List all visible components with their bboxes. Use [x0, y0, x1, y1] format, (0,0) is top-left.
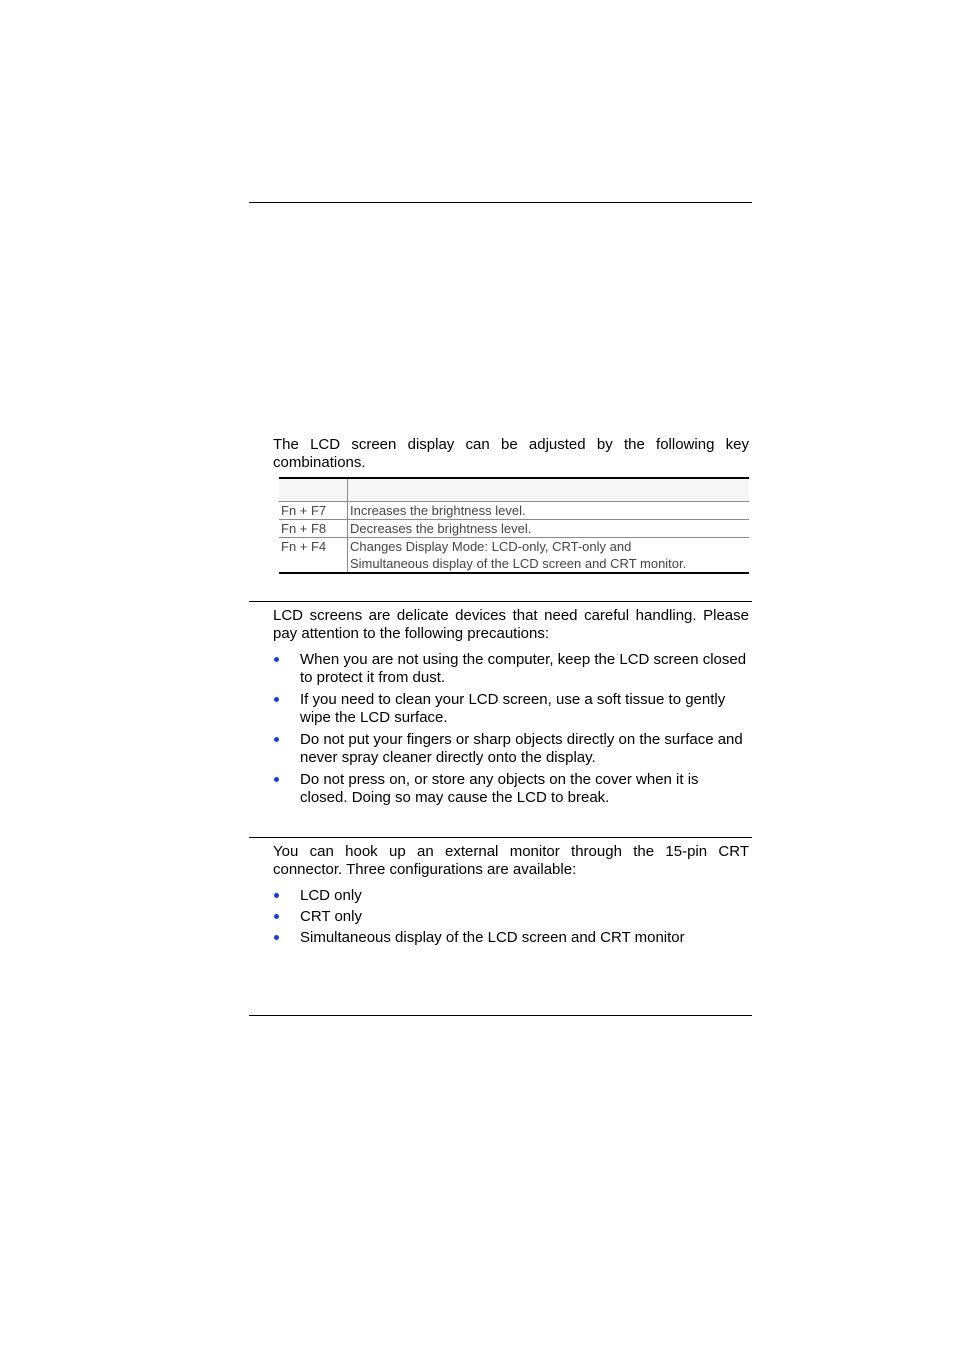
bullet-icon — [274, 935, 279, 940]
bullet-icon — [274, 893, 279, 898]
hotkey-table — [279, 477, 749, 574]
list-item — [273, 771, 749, 807]
list-item-text: Do not press on, or store any objects on the cover when it is closed. Doing so may cause the LCD to break. — [300, 771, 699, 806]
care-paragraph: LCD screens are delicate devices that need careful handling. Please pay attention to the following precautions: — [273, 607, 749, 642]
table-header-key — [279, 478, 348, 502]
external-paragraph: You can hook up an external monitor through the 15-pin CRT connector. Three configurations are available: — [273, 843, 749, 878]
section-rule-care — [249, 601, 752, 602]
care-list — [273, 651, 749, 807]
list-item — [273, 929, 749, 947]
table-row — [279, 538, 749, 574]
key-cell: Fn + F4 — [279, 538, 348, 574]
bullet-icon — [274, 914, 279, 919]
bullet-icon — [274, 697, 279, 702]
section-rule-external — [249, 837, 752, 838]
header-rule — [249, 202, 752, 203]
bullet-icon — [274, 737, 279, 742]
table-header-desc — [348, 478, 750, 502]
list-item — [273, 731, 749, 767]
desc-line: Simultaneous display of the LCD screen and CRT monitor. — [350, 556, 687, 571]
config-list — [273, 887, 749, 947]
desc-cell — [348, 538, 750, 574]
bullet-icon — [274, 777, 279, 782]
list-item-text: LCD only — [300, 887, 362, 904]
table-header-row — [279, 478, 749, 502]
list-item — [273, 908, 749, 926]
list-item-text: If you need to clean your LCD screen, use a soft tissue to gently wipe the LCD surface. — [300, 691, 726, 726]
list-item — [273, 651, 749, 687]
footer-rule — [249, 1015, 752, 1016]
list-item — [273, 887, 749, 905]
desc-line: Changes Display Mode: LCD-only, CRT-only and — [350, 539, 632, 554]
desc-cell: Increases the brightness level. — [348, 502, 750, 520]
list-item — [273, 691, 749, 727]
list-item-text: When you are not using the computer, keep the LCD screen closed to protect it from dust. — [300, 651, 747, 686]
bullet-icon — [274, 657, 279, 662]
key-cell: Fn + F8 — [279, 520, 348, 538]
desc-cell: Decreases the brightness level. — [348, 520, 750, 538]
list-item-text: Do not put your fingers or sharp objects directly on the surface and never spray cleaner directly onto the display. — [300, 731, 743, 766]
key-cell: Fn + F7 — [279, 502, 348, 520]
list-item-text: CRT only — [300, 908, 362, 925]
intro-paragraph: The LCD screen display can be adjusted by the following key combinations. — [273, 436, 749, 471]
list-item-text: Simultaneous display of the LCD screen and CRT monitor — [300, 929, 685, 946]
table-row — [279, 502, 749, 520]
table-row — [279, 520, 749, 538]
